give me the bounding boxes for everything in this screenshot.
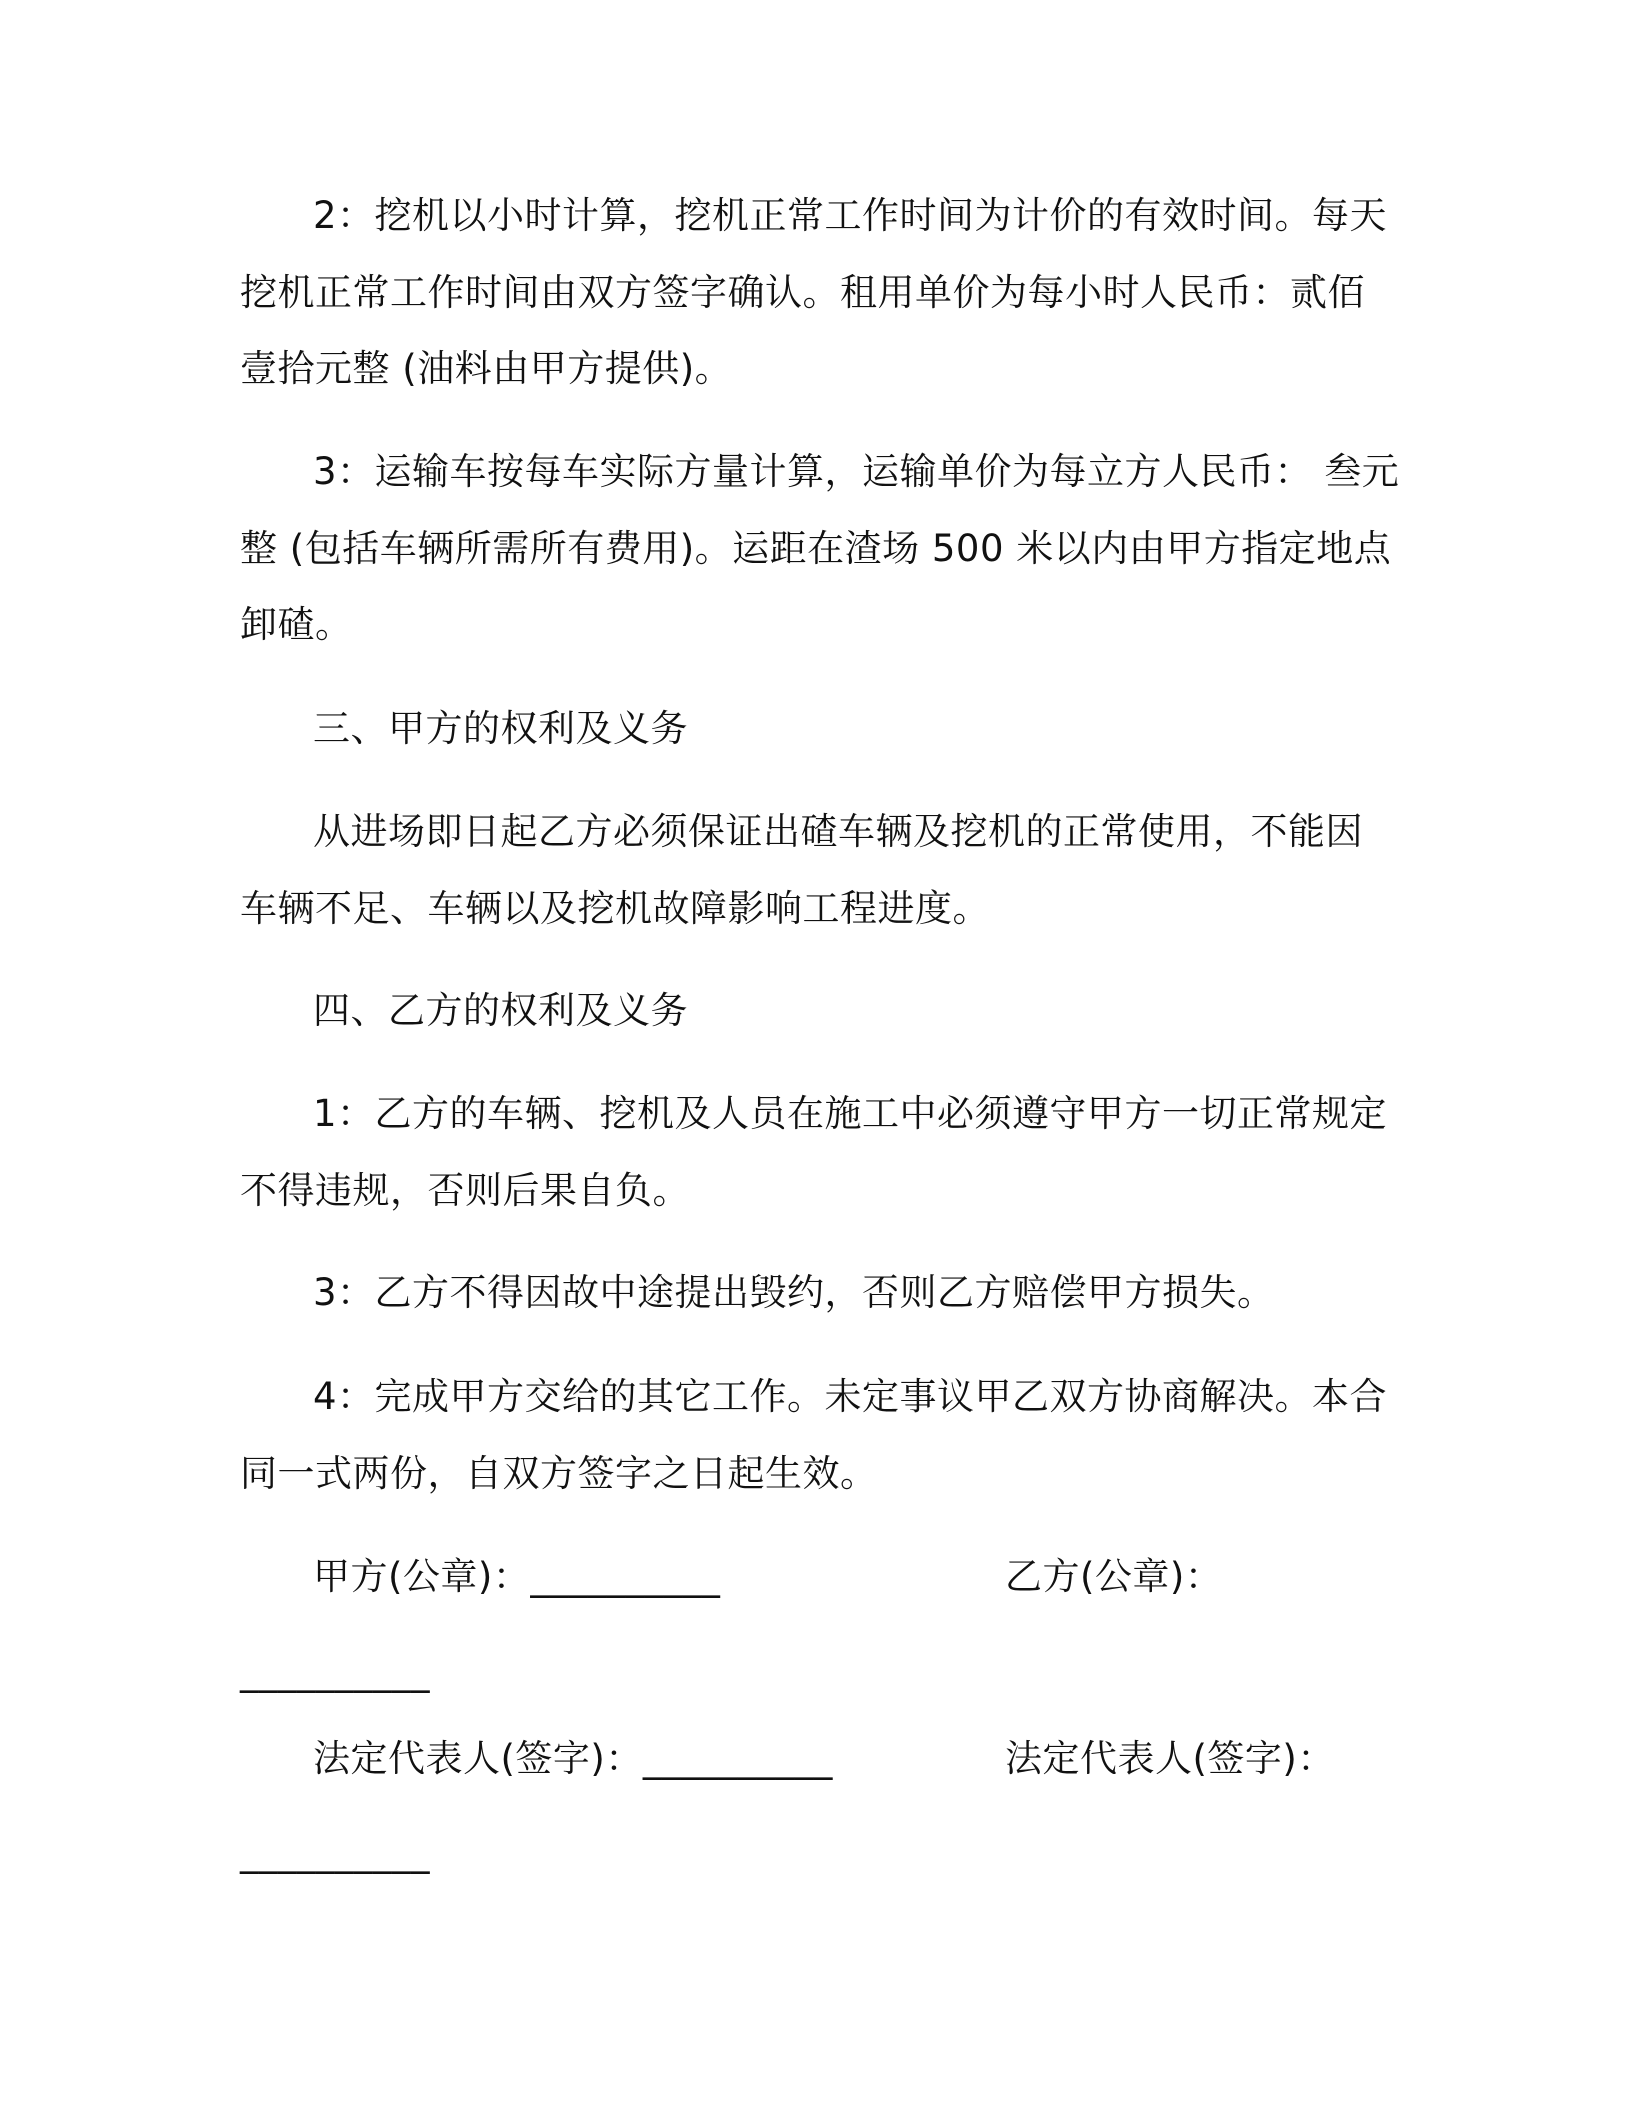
section-3-body-line-2: 车辆不足、车辆以及挖机故障影响工程进度。 <box>240 887 990 930</box>
clause-2-line-3: 壹拾元整 (油料由甲方提供)。 <box>240 347 733 390</box>
party-b-seal-label: 乙方(公章)： <box>1005 1555 1223 1598</box>
party-a-representative-field: 法定代表人(签字)：__________ <box>313 1737 833 1780</box>
section-4-clause-4-line-2: 同一式两份，自双方签字之日起生效。 <box>240 1452 878 1495</box>
clause-3-line-3: 卸碴。 <box>240 603 353 646</box>
clause-3-line-1: 3：运输车按每车实际方量计算，运输单价为每立方人民币： 叁元 <box>313 450 1400 493</box>
clause-2-line-1: 2：挖机以小时计算，挖机正常工作时间为计价的有效时间。每天 <box>313 194 1388 237</box>
party-a-seal-field: 甲方(公章)：__________ <box>313 1555 721 1598</box>
section-3-heading: 三、甲方的权利及义务 <box>313 707 688 750</box>
section-4-clause-1-line-1: 1：乙方的车辆、挖机及人员在施工中必须遵守甲方一切正常规定 <box>313 1092 1388 1135</box>
section-4-clause-3: 3：乙方不得因故中途提出毁约，否则乙方赔偿甲方损失。 <box>313 1271 1275 1314</box>
section-4-heading: 四、乙方的权利及义务 <box>313 989 688 1032</box>
clause-2-line-2: 挖机正常工作时间由双方签字确认。租用单价为每小时人民币：贰佰 <box>240 271 1365 314</box>
party-b-representative-blank: __________ <box>240 1831 430 1874</box>
section-4-clause-1-line-2: 不得违规，否则后果自负。 <box>240 1169 690 1212</box>
section-4-clause-4-line-1: 4：完成甲方交给的其它工作。未定事议甲乙双方协商解决。本合 <box>313 1375 1388 1418</box>
clause-3-line-2: 整 (包括车辆所需所有费用)。运距在渣场 500 米以内由甲方指定地点 <box>240 527 1392 570</box>
section-3-body-line-1: 从进场即日起乙方必须保证出碴车辆及挖机的正常使用，不能因 <box>313 810 1363 853</box>
party-b-seal-blank: __________ <box>240 1650 430 1693</box>
party-b-representative-label: 法定代表人(签字)： <box>1005 1737 1335 1780</box>
